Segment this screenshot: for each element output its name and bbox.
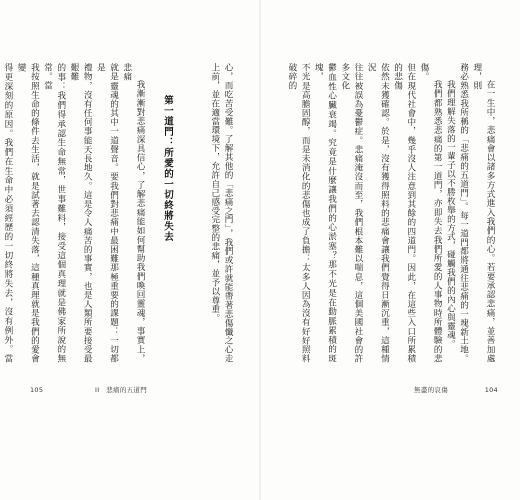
paragraph: 鬱血性心臟衰竭。究竟是什麼讓我們的心淤塞？那不光是在動脈累積的斑塊， bbox=[313, 63, 337, 363]
paragraph: 依然未獲確認。於是，沒有獲得照料的悲痛會讓我們覺得日漸沉重，這種情況 bbox=[366, 63, 390, 363]
right-running-title: 無盡的哀傷 bbox=[414, 386, 448, 394]
paragraph: 不光是高膽固醇，而是未消化的悲傷也成了負擔：太多人因為沒有好好照料破碎的 bbox=[286, 63, 311, 363]
right-body bbox=[286, 63, 496, 363]
left-page bbox=[0, 0, 258, 500]
left-footer bbox=[30, 386, 43, 394]
page-number: 104 bbox=[484, 386, 498, 394]
left-body-continuation bbox=[204, 63, 234, 363]
paragraph: 往往被誤為憂鬱症。悲痛淹沒而至，我們根本難以喘息，這個美國社會的許多文化 bbox=[339, 63, 363, 363]
page-number: 105 bbox=[30, 386, 44, 394]
paragraph: 心，而吃苦受難。了解其他的「悲痛之門」，我們或許就能帶著悲傷懺之心走 bbox=[223, 63, 233, 363]
right-footer bbox=[485, 386, 498, 394]
paragraph: 得更深刻的原因。我們在生命中必須經歷的一切終將失去，沒有例外。當 bbox=[2, 63, 13, 363]
paragraph: 禮物，沒有任何事能天長地久。這是令人痛苦的事實，也是人類所要接受最艱難 bbox=[68, 63, 93, 363]
paragraph: 就是靈魂的其中一道聲音。要我們對悲痛中最困難那極重要的課題：一切都是 bbox=[95, 63, 119, 363]
paragraph: 在一生中，悲痛會以諸多方式進入我們的心。若要承認悲痛，並善加處理，則 bbox=[471, 63, 495, 363]
paragraph: 上前，並在適當環境下，允許自己感受完整的悲痛，並予以尊重。 bbox=[209, 63, 220, 323]
paragraph: 但在現代社會中，幾乎沒人注意到其餘的四道門。因此，在這些入口所累積的悲傷 bbox=[392, 63, 416, 363]
book-gutter bbox=[259, 0, 261, 500]
paragraph: 我們理解失落的一輩子以不勝枚舉的方式，碰觸我們的內心與靈魂。 bbox=[445, 80, 456, 349]
section-heading: 第一道門：所愛的一切終將失去 bbox=[162, 95, 173, 242]
paragraph: 務必熟悉我所稱的「悲痛的五道門」。每一道門都將通往悲痛的一塊新土地。 bbox=[458, 63, 469, 363]
paragraph: 我們都熟悉悲痛的第一道門，亦即失去我們所愛的人事物時所體驗的悲傷。 bbox=[418, 63, 443, 363]
right-page bbox=[262, 0, 520, 500]
paragraph: 我按照生命的條件去生活，就是試著去認清失落，這種真理就是我們的愛會變 bbox=[16, 63, 40, 363]
paragraph: 我漸漸對悲痛深具信心，了解悲痛能如何幫助我們喚回靈魂，事實上，悲痛 bbox=[121, 63, 145, 363]
left-body-section bbox=[2, 63, 146, 363]
paragraph: 的事：我們得承認生命無常，世事難料，接受這個真理就是佛家所說的無常。當 bbox=[42, 63, 66, 363]
left-running-title: II 悲痛的五道門 bbox=[95, 386, 148, 394]
